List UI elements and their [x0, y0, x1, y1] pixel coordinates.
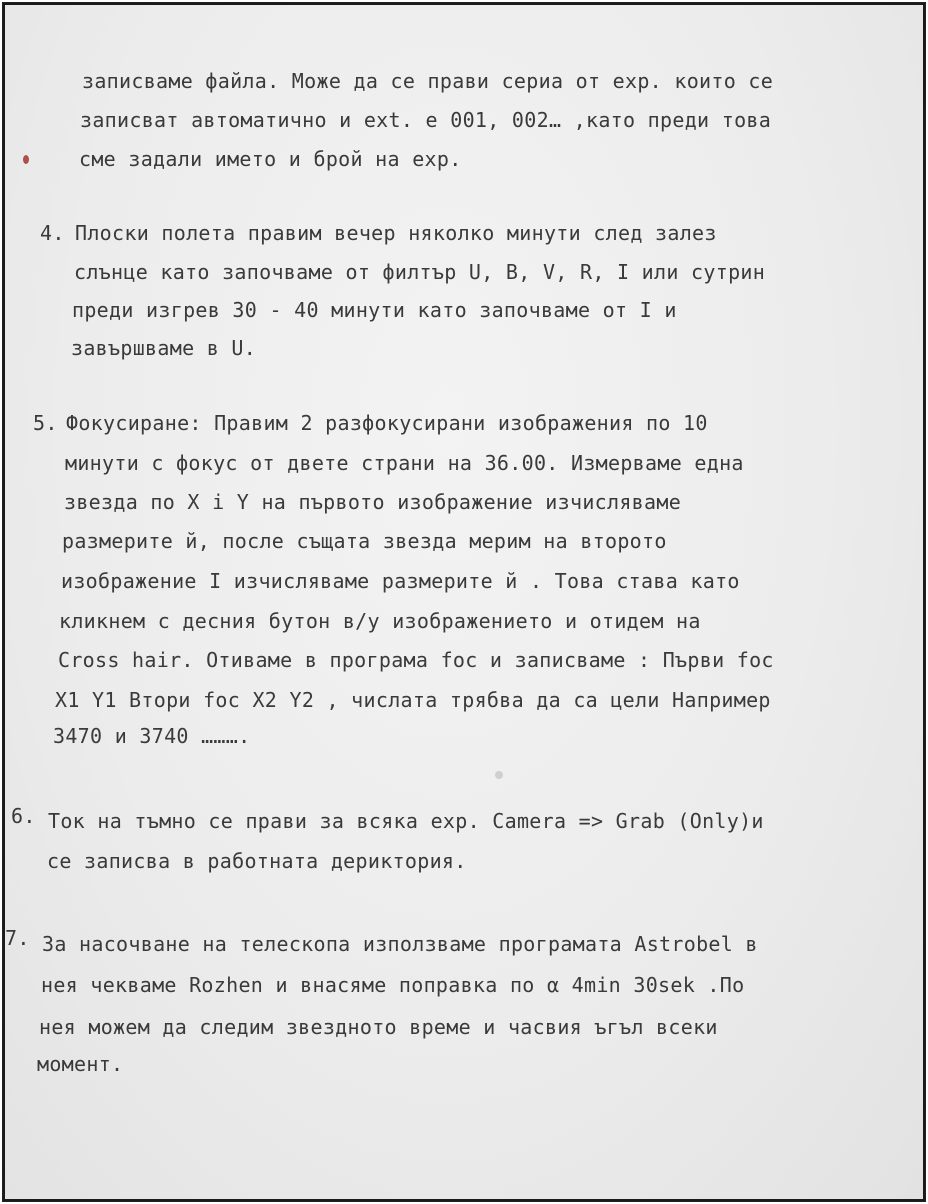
item-5-line-5: изображение I изчисляваме размерите й . Това става като	[61, 569, 740, 593]
scanned-page	[2, 2, 926, 1202]
item-5-line-9: 3470 и 3740 ……….	[53, 724, 251, 748]
item-6-line-2: се записва в работната дериктория.	[47, 849, 467, 873]
ink-spot	[23, 155, 29, 164]
item-number: 6.	[11, 804, 36, 828]
item-5-line-6: кликнем с десния бутон в/у изображението и отидем на	[59, 609, 701, 633]
item-7-line-2: нея чекваме Rozhen и внасяме поправка по α 4min 30sek .По	[41, 973, 745, 997]
item-number: 4.	[40, 221, 65, 245]
item-5-line-7: Cross hair. Отиваме в програма foc и записваме : Първи foc	[58, 648, 774, 672]
item-number: 7.	[5, 926, 30, 950]
intro-line-3: сме задали името и брой на exp.	[79, 147, 462, 171]
item-7-line-3: нея можем да следим звездното време и часвия ъгъл всеки	[39, 1015, 718, 1039]
item-4-line-2: слънце като започваме от филтър U, B, V, R, I или сутрин	[74, 260, 766, 284]
page-border-right	[923, 3, 925, 1201]
item-5-line-2: минути с фокус от двете страни на 36.00. Измерваме една	[65, 451, 744, 475]
item-4-line-4: завършваме в U.	[71, 336, 257, 360]
item-5-line-8: X1 Y1 Втори foc X2 Y2 , числата трябва да са цели Например	[55, 688, 771, 712]
item-7-line-4: момент.	[37, 1052, 124, 1076]
item-5-line-1: Фокусиране: Правим 2 разфокусирани изображения по 10	[66, 411, 708, 435]
item-5-line-3: звезда по X i Y на първото изображение изчисляваме	[64, 490, 682, 514]
item-6-line-1: Ток на тъмно се прави за всяка exp. Camera => Grab (Only)и	[48, 809, 764, 833]
page-border-top	[3, 3, 925, 5]
paper-mark	[495, 771, 503, 779]
page-border-left	[3, 3, 5, 1201]
intro-line-1: записваме файла. Може да се прави сериа от exp. които се	[82, 69, 774, 93]
intro-line-2: записват автоматично и ext. е 001, 002… ,като преди това	[80, 108, 772, 132]
page-border-bottom	[3, 1199, 925, 1201]
item-4-line-1: Плоски полета правим вечер няколко минути след залез	[75, 221, 717, 245]
item-5-line-4: размерите й, после същата звезда мерим на второто	[62, 529, 667, 553]
item-number: 5.	[33, 411, 58, 435]
item-4-line-3: преди изгрев 30 - 40 минути като започваме от I и	[72, 298, 677, 322]
item-7-line-1: За насочване на телескопа използваме програмата Astrobel в	[42, 932, 758, 956]
